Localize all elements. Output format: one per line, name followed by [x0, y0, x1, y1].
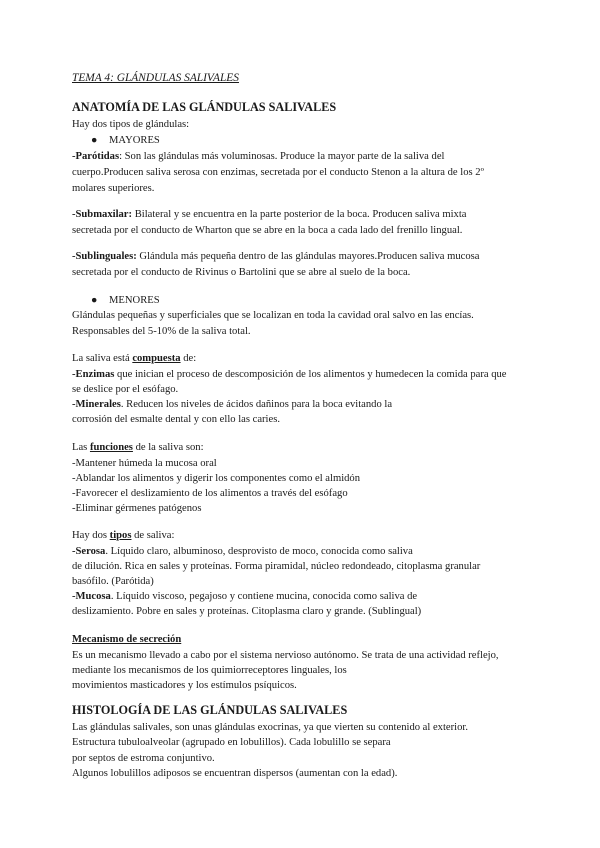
mucosa-text: . Líquido viscoso, pegajoso y contiene mucina, conocida como saliva de [110, 591, 418, 602]
histologia-line-2: Estructura tubuloalveolar (agrupado en lobulillos). Cada lobulillo se separa [72, 737, 391, 748]
anatomia-heading: ANATOMÍA DE LAS GLÁNDULAS SALIVALES [72, 100, 337, 114]
composicion-pre: La saliva está [72, 353, 133, 364]
mayores-bullet-item [91, 132, 160, 149]
tipos-keyword: tipos [109, 530, 132, 541]
funcion-item: -Mantener húmeda la mucosa oral [72, 458, 217, 469]
mucosa-term: -Mucosa [72, 591, 111, 602]
funcion-item: -Eliminar gérmenes patógenos [72, 503, 202, 514]
tipos-intro [72, 527, 174, 544]
minerales-line-2: corrosión del esmalte dental y con ello las caries. [72, 414, 280, 425]
mecanismo-line-1: Es un mecanismo llevado a cabo por el sistema nervioso autónomo. Se trata de una actividad reflejo, [72, 650, 499, 661]
anatomia-intro: Hay dos tipos de glándulas: [72, 119, 190, 130]
mecanismo-line-3: movimientos masticadores y los estímulos psíquicos. [72, 680, 297, 691]
enzimas-line-2: se deslice por el esófago. [72, 384, 179, 395]
menores-label: MENORES [109, 295, 160, 306]
submaxilar-line-2: secretada por el conducto de Wharton que se abre en la boca a cada lado del frenillo lingual. [72, 225, 463, 236]
minerales-text: . Reducen los niveles de ácidos dañinos para la boca evitando la [120, 399, 393, 410]
bullet-icon: ● [91, 295, 98, 306]
composicion-keyword: compuesta [132, 353, 181, 364]
parotidas-term: -Parótidas [72, 151, 120, 162]
composicion-intro [72, 350, 196, 367]
serosa-text: . Líquido claro, albuminoso, desprovisto de moco, conocida como saliva [105, 546, 413, 557]
histologia-line-4: Algunos lobulillos adiposos se encuentran dispersos (aumentan con la edad). [72, 768, 398, 779]
funciones-keyword: funciones [89, 442, 133, 453]
bullet-icon: ● [91, 135, 98, 146]
document-title: TEMA 4: GLÁNDULAS SALIVALES [72, 72, 239, 84]
composicion-post: de: [180, 353, 197, 364]
histologia-heading: HISTOLOGÍA DE LAS GLÁNDULAS SALIVALES [72, 703, 348, 717]
submaxilar-text: Bilateral y se encuentra en la parte posterior de la boca. Producen saliva mixta [132, 209, 467, 220]
mucosa-line-2: deslizamiento. Pobre en sales y proteínas. Citoplasma claro y grande. (Sublingual) [72, 606, 422, 617]
serosa-line-2: de dilución. Rica en sales y proteínas. Forma piramidal, núcleo redondeado, citoplasma granular [72, 561, 481, 572]
sublinguales-line-1 [72, 248, 480, 265]
menores-line-1: Glándulas pequeñas y superficiales que se localizan en toda la cavidad oral salvo en las encías. [72, 310, 474, 321]
sublinguales-line-2: secretada por el conducto de Rivinus o Bartolini que se abre al suelo de la boca. [72, 267, 411, 278]
mayores-label: MAYORES [109, 135, 160, 146]
tipos-post: de saliva: [131, 530, 175, 541]
mecanismo-line-2: mediante los mecanismos de los quimiorreceptores linguales, los [72, 665, 347, 676]
funciones-pre: Las [72, 442, 90, 453]
serosa-term: -Serosa [72, 546, 106, 557]
funcion-item: -Ablandar los alimentos y digerir los componentes como el almidón [72, 473, 361, 484]
histologia-line-1: Las glándulas salivales, son unas glándulas exocrinas, ya que vierten su contenido al exterior. [72, 722, 468, 733]
parotidas-line-1 [72, 148, 444, 165]
enzimas-text: que inician el proceso de descomposición de los alimentos y humedecen la comida para que [114, 369, 507, 380]
menores-line-2: Responsables del 5-10% de la saliva total. [72, 326, 251, 337]
sublinguales-text: Glándula más pequeña dentro de las glándulas mayores.Producen saliva mucosa [136, 251, 480, 262]
funciones-intro [72, 439, 204, 456]
submaxilar-term: -Submaxilar: [72, 209, 133, 220]
parotidas-line-2: cuerpo.Producen saliva serosa con enzimas, secretada por el conducto Stenon a la altura de los 2º [72, 167, 484, 178]
enzimas-term: -Enzimas [72, 369, 115, 380]
submaxilar-line-1 [72, 206, 467, 223]
funciones-post: de la saliva son: [132, 442, 204, 453]
serosa-line-3: basófilo. (Parótida) [72, 576, 154, 587]
mecanismo-heading: Mecanismo de secreción [72, 634, 182, 645]
minerales-term: -Minerales [72, 399, 121, 410]
parotidas-text: : Son las glándulas más voluminosas. Produce la mayor parte de la saliva del [119, 151, 445, 162]
tipos-pre: Hay dos [72, 530, 110, 541]
histologia-line-3: por septos de estroma conjuntivo. [72, 753, 215, 764]
sublinguales-term: -Sublinguales: [72, 251, 137, 262]
parotidas-line-3: molares superiores. [72, 183, 155, 194]
funcion-item: -Favorecer el deslizamiento de los alimentos a través del esófago [72, 488, 348, 499]
